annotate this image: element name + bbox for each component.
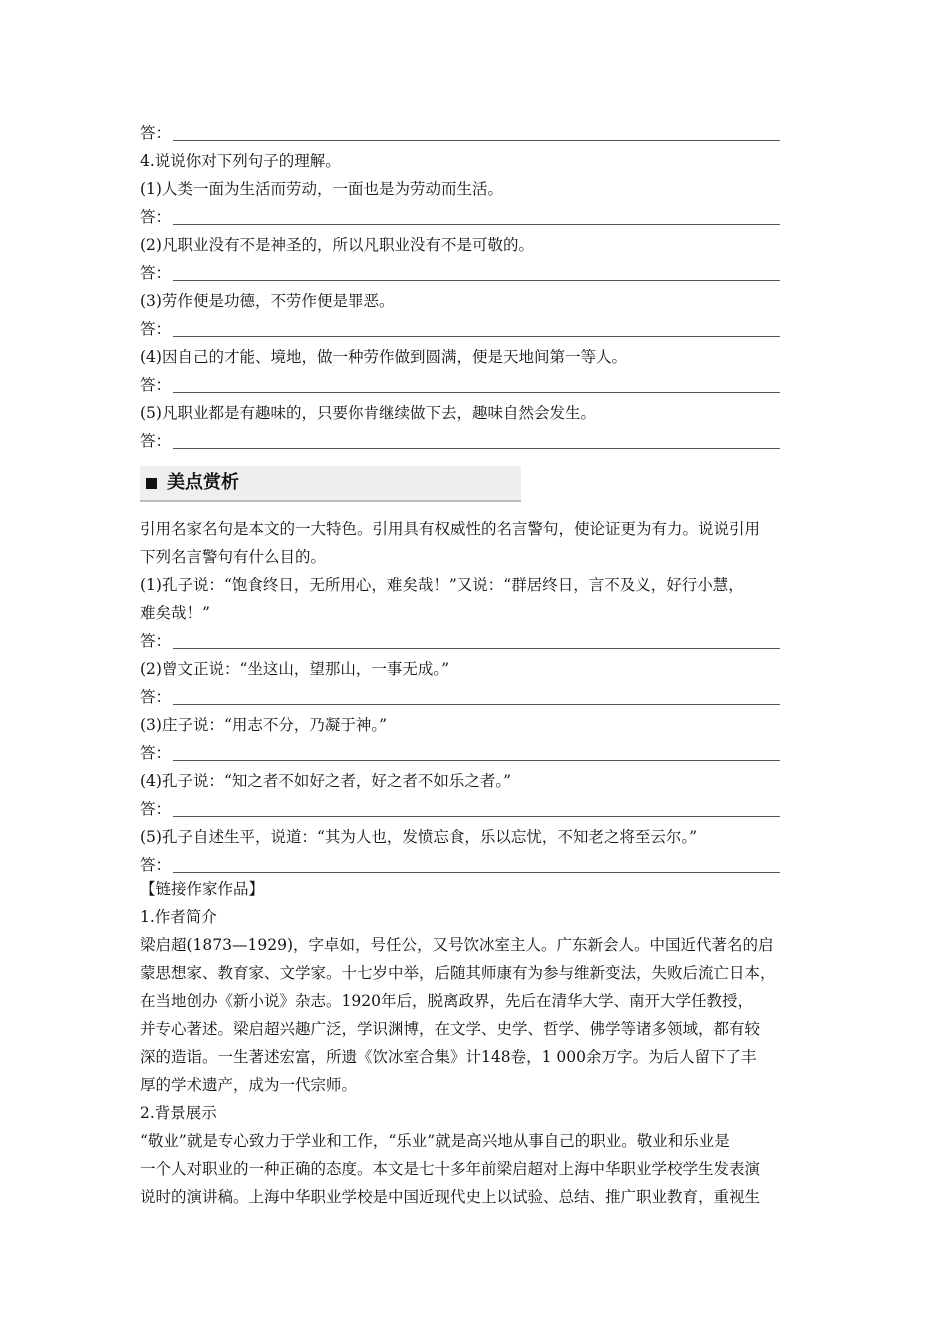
answer-label: 答： bbox=[140, 432, 172, 450]
square-bullet-icon bbox=[146, 478, 157, 489]
background-title: 2.背景展示 bbox=[140, 1104, 217, 1122]
answer-line[interactable] bbox=[140, 123, 780, 143]
answer-blank[interactable] bbox=[173, 224, 780, 225]
background-line: 一个人对职业的一种正确的态度。本文是七十多年前梁启超对上海中华职业学校学生发表演 bbox=[140, 1160, 761, 1178]
quote-item-5: (5)孔子自述生平，说道：“其为人也，发愤忘食，乐以忘忧，不知老之将至云尔。” bbox=[140, 828, 698, 846]
answer-line[interactable] bbox=[140, 319, 780, 339]
link-section-title: 【链接作家作品】 bbox=[140, 880, 265, 898]
question-4-title: 4.说说你对下列句子的理解。 bbox=[140, 152, 341, 170]
author-intro-line: 梁启超(1873—1929)，字卓如，号任公，又号饮冰室主人。广东新会人。中国近代著名的启 bbox=[140, 936, 774, 954]
quote-item-1-line-2: 难矣哉！” bbox=[140, 604, 210, 622]
answer-label: 答： bbox=[140, 856, 172, 874]
quote-item-2: (2)曾文正说：“坐这山，望那山，一事无成。” bbox=[140, 660, 450, 678]
quote-item-4: (4)孔子说：“知之者不如好之者，好之者不如乐之者。” bbox=[140, 772, 512, 790]
answer-blank[interactable] bbox=[173, 140, 780, 141]
answer-line[interactable] bbox=[140, 687, 780, 707]
background-line: “敬业”就是专心致力于学业和工作，“乐业”就是高兴地从事自己的职业。敬业和乐业是 bbox=[140, 1132, 730, 1150]
answer-blank[interactable] bbox=[173, 336, 780, 337]
quote-item-1-line-1: (1)孔子说：“饱食终日，无所用心，难矣哉！”又说：“群居终日，言不及义，好行小慧， bbox=[140, 576, 744, 594]
answer-blank[interactable] bbox=[173, 280, 780, 281]
answer-line[interactable] bbox=[140, 375, 780, 395]
answer-blank[interactable] bbox=[173, 648, 780, 649]
answer-line[interactable] bbox=[140, 855, 780, 875]
author-intro-line: 并专心著述。梁启超兴趣广泛，学识渊博，在文学、史学、哲学、佛学等诸多领域，都有较 bbox=[140, 1020, 761, 1038]
answer-blank[interactable] bbox=[173, 872, 780, 873]
answer-blank[interactable] bbox=[173, 816, 780, 817]
answer-line[interactable] bbox=[140, 631, 780, 651]
answer-line[interactable] bbox=[140, 207, 780, 227]
answer-blank[interactable] bbox=[173, 448, 780, 449]
section-intro-line-1: 引用名家名句是本文的一大特色。引用具有权威性的名言警句，使论证更为有力。说说引用 bbox=[140, 520, 761, 538]
q4-item-1: (1)人类一面为生活而劳动，一面也是为劳动而生活。 bbox=[140, 180, 503, 198]
answer-line[interactable] bbox=[140, 431, 780, 451]
q4-item-3: (3)劳作便是功德，不劳作便是罪恶。 bbox=[140, 292, 395, 310]
answer-label: 答： bbox=[140, 688, 172, 706]
answer-label: 答： bbox=[140, 800, 172, 818]
answer-label: 答： bbox=[140, 744, 172, 762]
author-intro-line: 蒙思想家、教育家、文学家。十七岁中举，后随其师康有为参与维新变法，失败后流亡日本， bbox=[140, 964, 776, 982]
answer-blank[interactable] bbox=[173, 760, 780, 761]
background-line: 说时的演讲稿。上海中华职业学校是中国近现代史上以试验、总结、推广职业教育，重视生 bbox=[140, 1188, 761, 1206]
section-title: 美点赏析 bbox=[167, 472, 239, 493]
author-intro-line: 在当地创办《新小说》杂志。1920年后，脱离政界，先后在清华大学、南开大学任教授， bbox=[140, 992, 753, 1010]
answer-label: 答： bbox=[140, 208, 172, 226]
answer-label: 答： bbox=[140, 124, 172, 142]
author-intro-title: 1.作者简介 bbox=[140, 908, 217, 926]
section-intro-line-2: 下列名言警句有什么目的。 bbox=[140, 548, 327, 566]
answer-blank[interactable] bbox=[173, 392, 780, 393]
answer-label: 答： bbox=[140, 264, 172, 282]
section-heading bbox=[140, 466, 521, 502]
q4-item-2: (2)凡职业没有不是神圣的，所以凡职业没有不是可敬的。 bbox=[140, 236, 534, 254]
answer-line[interactable] bbox=[140, 263, 780, 283]
answer-blank[interactable] bbox=[173, 704, 780, 705]
answer-line[interactable] bbox=[140, 743, 780, 763]
answer-line[interactable] bbox=[140, 799, 780, 819]
answer-label: 答： bbox=[140, 320, 172, 338]
answer-label: 答： bbox=[140, 376, 172, 394]
author-intro-line: 厚的学术遗产，成为一代宗师。 bbox=[140, 1076, 358, 1094]
q4-item-5: (5)凡职业都是有趣味的，只要你肯继续做下去，趣味自然会发生。 bbox=[140, 404, 596, 422]
q4-item-4: (4)因自己的才能、境地，做一种劳作做到圆满，便是天地间第一等人。 bbox=[140, 348, 627, 366]
quote-item-3: (3)庄子说：“用志不分，乃凝于神。” bbox=[140, 716, 388, 734]
author-intro-line: 深的造诣。一生著述宏富，所遗《饮冰室合集》计148卷，1 000余万字。为后人留下了丰 bbox=[140, 1048, 757, 1066]
answer-label: 答： bbox=[140, 632, 172, 650]
